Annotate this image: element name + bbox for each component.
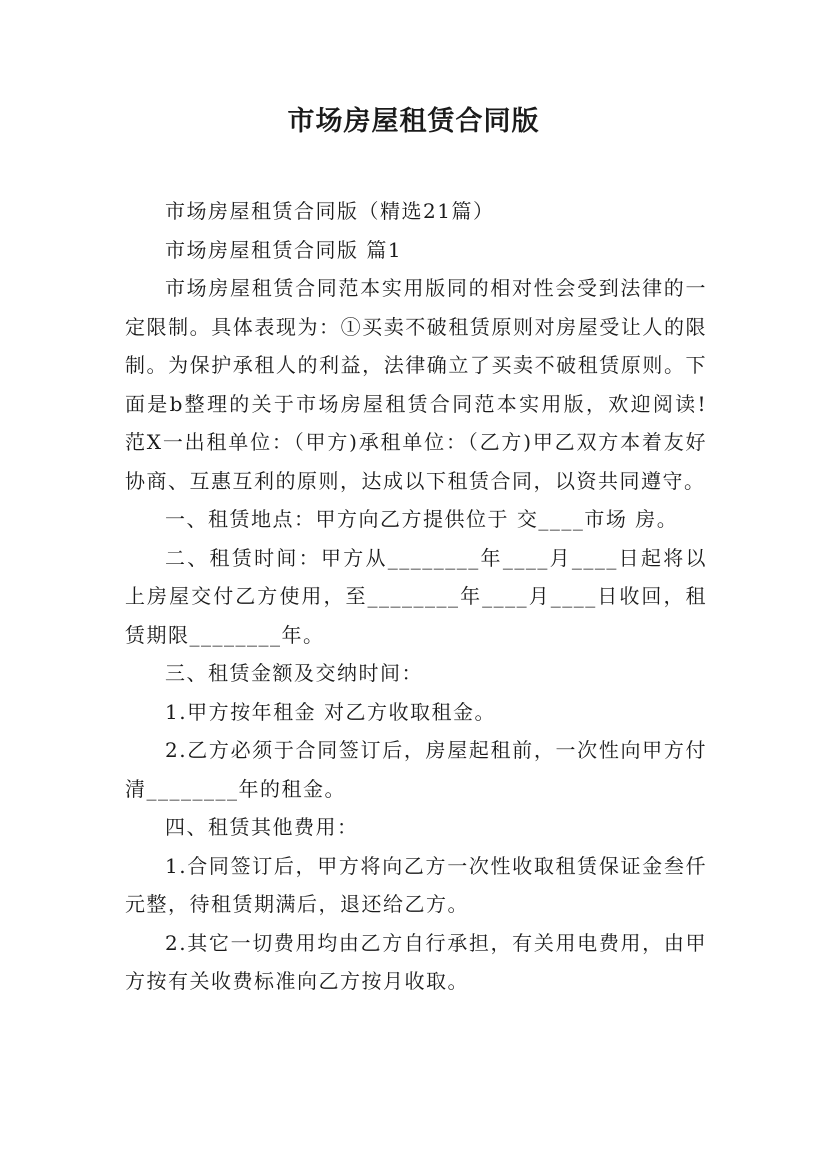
paragraph-clause-1: 一、租赁地点：甲方向乙方提供位于 交____市场 房。 (165, 507, 679, 531)
paragraph-section-heading: 市场房屋租赁合同版 篇1 (165, 237, 403, 262)
paragraph-clause-4-item-2: 2.其它一切费用均由乙方自行承担，有关用电费用，由甲方按有关收费标准向乙方按月收取。 (125, 930, 707, 993)
paragraph-clause-3: 三、租赁金额及交纳时间： (165, 661, 423, 685)
document-title: 市场房屋租赁合同版 (287, 106, 540, 137)
paragraph-clause-4-item-1: 1.合同签订后，甲方将向乙方一次性收取租赁保证金叁仟元整，待租赁期满后，退还给乙方。 (125, 853, 707, 916)
paragraph-clause-4: 四、租赁其他费用： (165, 815, 359, 839)
paragraph-clause-3-item-2: 2.乙方必须于合同签订后，房屋起租前，一次性向甲方付清________年的租金。 (125, 738, 707, 801)
paragraph-clause-3-item-1: 1.甲方按年租金 对乙方收取租金。 (165, 699, 496, 724)
paragraph-clause-2: 二、租赁时间：甲方从________年____月____日起将以上房屋交付乙方使用，至________年____月____日收回，租赁期限________年。 (125, 545, 707, 647)
document-body (125, 192, 707, 1001)
paragraph-intro: 市场房屋租赁合同范本实用版同的相对性会受到法律的一定限制。具体表现为：①买卖不破租赁原则对房屋受让人的限制。为保护承租人的利益，法律确立了买卖不破租赁原则。下面是b整理的关于市场房屋租赁合同范本实用版，欢迎阅读!范X一出租单位：（甲方)承租单位：（乙方)甲乙双方本着友好协商、互惠互利的原则，达成以下租赁合同，以资共同遵守。 (125, 276, 707, 493)
paragraph-subtitle: 市场房屋租赁合同版（精选21篇） (165, 199, 495, 223)
